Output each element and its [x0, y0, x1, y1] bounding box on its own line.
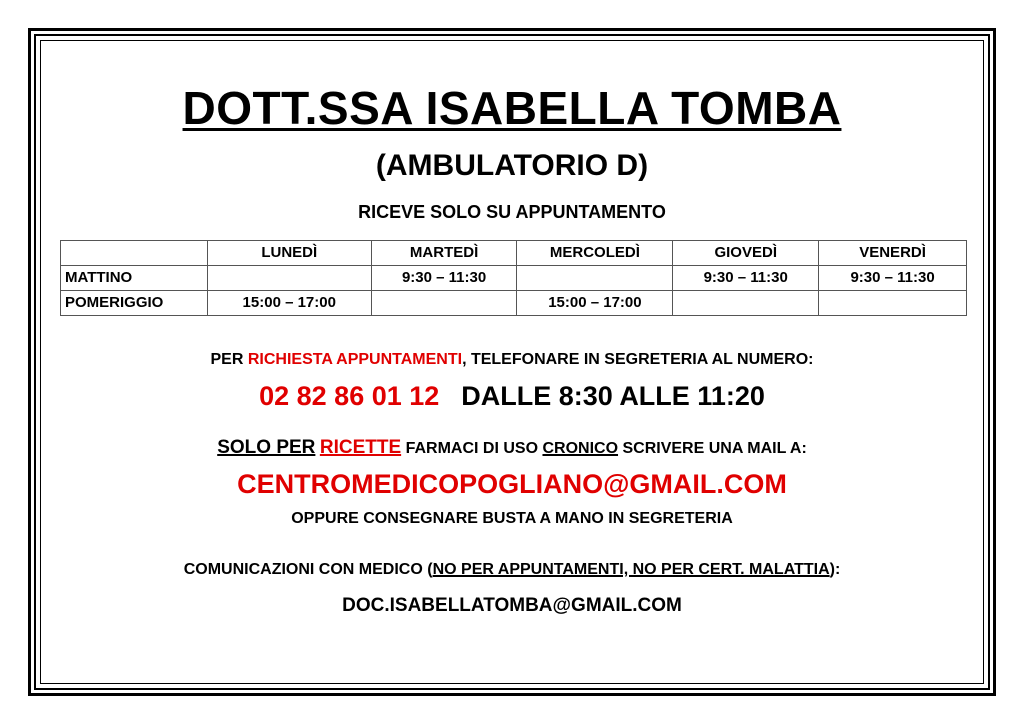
- delivery-alternative: OPPURE CONSEGNARE BUSTA A MANO IN SEGRETERIA: [291, 510, 733, 527]
- schedule-cell: [673, 291, 819, 316]
- comm-prefix: COMUNICAZIONI CON MEDICO (: [183, 561, 433, 578]
- row-label: MATTINO: [61, 266, 208, 291]
- prescription-email-link[interactable]: CENTROMEDICOPOGLIANO@GMAIL.COM: [237, 469, 787, 499]
- comm-suffix: ):: [829, 561, 841, 578]
- schedule-cell: 9:30 – 11:30: [819, 266, 967, 291]
- schedule-cell: 15:00 – 17:00: [517, 291, 673, 316]
- schedule-corner-cell: [61, 241, 208, 266]
- doctor-email-link[interactable]: DOC.ISABELLATOMBA@GMAIL.COM: [342, 595, 682, 616]
- doctor-name-title: DOTT.SSA ISABELLA TOMBA: [182, 82, 842, 134]
- day-header: MARTEDÌ: [371, 241, 517, 266]
- clinic-subtitle: (AMBULATORIO D): [375, 149, 649, 182]
- schedule-cell: [207, 266, 371, 291]
- ricette-label: RICETTE: [319, 437, 402, 458]
- booking-prefix: PER: [210, 351, 248, 368]
- day-header: LUNEDÌ: [207, 241, 371, 266]
- phone-hours: DALLE 8:30 ALLE 11:20: [461, 381, 765, 411]
- schedule-header-row: [61, 241, 967, 266]
- notice-content: [44, 44, 980, 680]
- day-header: GIOVEDÌ: [673, 241, 819, 266]
- schedule-cell: [517, 266, 673, 291]
- schedule-cell: [371, 291, 517, 316]
- appointment-only-note: RICEVE SOLO SU APPUNTAMENTO: [358, 202, 666, 222]
- prescription-suffix: SCRIVERE UNA MAIL A:: [618, 440, 807, 457]
- schedule-row-morning: [61, 266, 967, 291]
- schedule-row-afternoon: [61, 291, 967, 316]
- farmaci-label: FARMACI DI USO: [401, 440, 543, 457]
- solo-per-label: SOLO PER: [217, 437, 316, 458]
- booking-instructions: [44, 349, 980, 371]
- schedule-cell: 15:00 – 17:00: [207, 291, 371, 316]
- comm-restriction: NO PER APPUNTAMENTI, NO PER CERT. MALATTIA: [432, 561, 830, 578]
- communications-note: [44, 559, 980, 581]
- schedule-table: [60, 240, 967, 316]
- cronico-label: CRONICO: [542, 440, 619, 457]
- schedule-cell: 9:30 – 11:30: [673, 266, 819, 291]
- schedule-cell: 9:30 – 11:30: [371, 266, 517, 291]
- schedule-cell: [819, 291, 967, 316]
- day-header: MERCOLEDÌ: [517, 241, 673, 266]
- prescription-instructions: [44, 437, 980, 460]
- day-header: VENERDÌ: [819, 241, 967, 266]
- phone-line: [44, 379, 980, 413]
- booking-suffix: , TELEFONARE IN SEGRETERIA AL NUMERO:: [462, 351, 814, 368]
- booking-highlight: RICHIESTA APPUNTAMENTI: [247, 351, 463, 368]
- phone-number[interactable]: 02 82 86 01 12: [259, 381, 440, 411]
- row-label: POMERIGGIO: [61, 291, 208, 316]
